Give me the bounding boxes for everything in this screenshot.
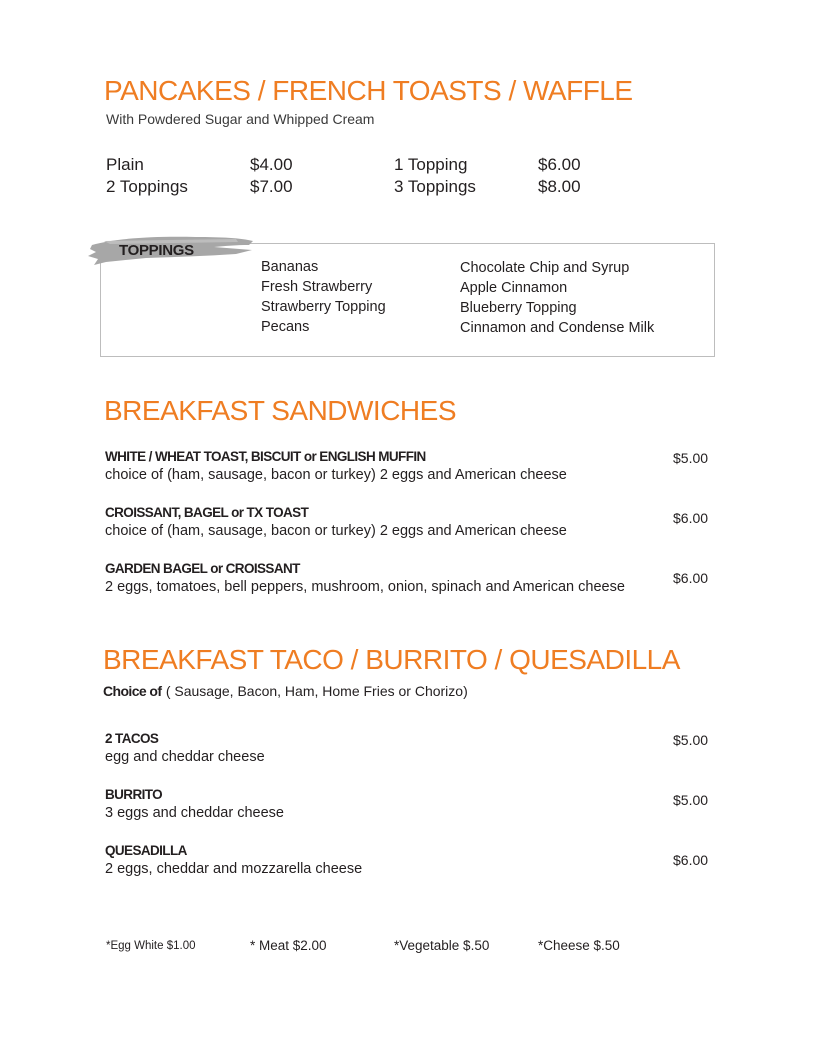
price-value-3-toppings: $8.00: [538, 177, 581, 196]
menu-item-description: 2 eggs, cheddar and mozzarella cheese: [105, 861, 363, 877]
menu-item-description: choice of (ham, sausage, bacon or turkey) 2 eggs and American cheese: [105, 467, 567, 483]
menu-item-description: egg and cheddar cheese: [105, 749, 265, 765]
menu-item-description: 2 eggs, tomatoes, bell peppers, mushroom, onion, spinach and American cheese: [105, 579, 625, 595]
price-label-3-toppings: 3 Toppings: [394, 177, 476, 196]
topping-item: Fresh Strawberry: [261, 279, 373, 295]
price-label-2-toppings: 2 Toppings: [106, 177, 188, 196]
topping-item: Cinnamon and Condense Milk: [460, 320, 655, 336]
topping-item: Blueberry Topping: [460, 300, 577, 316]
topping-item: Chocolate Chip and Syrup: [460, 260, 630, 276]
tacos-heading: BREAKFAST TACO / BURRITO / QUESADILLA: [103, 644, 680, 675]
menu-item-price: $6.00: [673, 510, 709, 526]
pancakes-subtitle: With Powdered Sugar and Whipped Cream: [106, 111, 375, 127]
price-value-plain: $4.00: [250, 155, 293, 174]
menu-item-price: $5.00: [673, 732, 709, 748]
extra-cheese: *Cheese $.50: [538, 938, 620, 953]
menu-item-name: 2 TACOS: [105, 731, 159, 746]
menu-item-price: $5.00: [673, 450, 709, 466]
menu-item-name: GARDEN BAGEL or CROISSANT: [105, 561, 300, 576]
topping-item: Strawberry Topping: [261, 299, 386, 315]
menu-item-description: choice of (ham, sausage, bacon or turkey) 2 eggs and American cheese: [105, 523, 567, 539]
price-value-1-topping: $6.00: [538, 155, 581, 174]
choice-options: ( Sausage, Bacon, Ham, Home Fries or Chorizo): [165, 683, 468, 699]
extra-vegetable: *Vegetable $.50: [394, 938, 490, 953]
pancakes-heading: PANCAKES / FRENCH TOASTS / WAFFLE: [104, 75, 633, 106]
topping-item: Pecans: [261, 319, 310, 335]
extra-meat: * Meat $2.00: [250, 938, 327, 953]
price-label-1-topping: 1 Topping: [394, 155, 468, 174]
menu-item-name: BURRITO: [105, 787, 163, 802]
menu-item-price: $6.00: [673, 852, 709, 868]
menu-item-description: 3 eggs and cheddar cheese: [105, 805, 284, 821]
menu-item-price: $6.00: [673, 570, 709, 586]
menu-item-name: CROISSANT, BAGEL or TX TOAST: [105, 505, 309, 520]
menu-item-name: WHITE / WHEAT TOAST, BISCUIT or ENGLISH MUFFIN: [105, 449, 426, 464]
menu-item-price: $5.00: [673, 792, 709, 808]
price-label-plain: Plain: [106, 155, 144, 174]
extra-egg-white: *Egg White $1.00: [106, 940, 196, 952]
price-value-2-toppings: $7.00: [250, 177, 293, 196]
toppings-label: TOPPINGS: [119, 242, 194, 259]
topping-item: Bananas: [261, 259, 319, 275]
choice-label: Choice of: [103, 683, 162, 699]
topping-item: Apple Cinnamon: [460, 280, 568, 296]
sandwiches-heading: BREAKFAST SANDWICHES: [104, 395, 457, 426]
menu-item-name: QUESADILLA: [105, 843, 187, 858]
choice-line: [103, 683, 468, 701]
